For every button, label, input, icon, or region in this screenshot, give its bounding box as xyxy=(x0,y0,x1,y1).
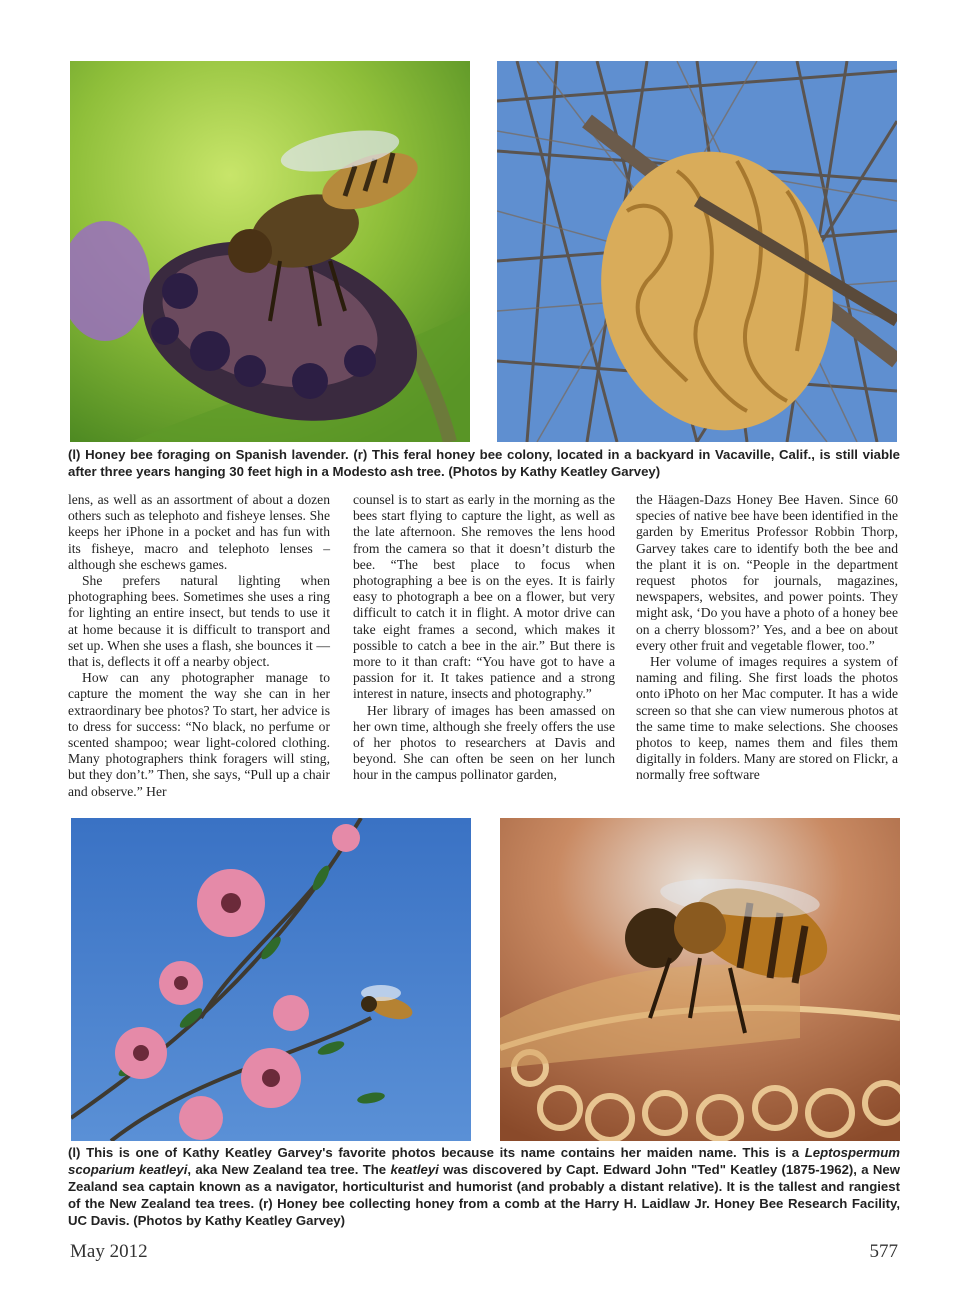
bee-lavender-illustration xyxy=(70,61,470,442)
paragraph: Her volume of images requires a system of naming and filing. She first loads the photos onto iPhoto on her Mac computer. It has a wide screen so that she can view numerous photos at the same time to make selections. She chooses photos to keep, names them and files them digitally in folders. Many are stored on Flickr, a normally free software xyxy=(636,654,898,783)
photo-bee-on-comb xyxy=(500,818,900,1141)
honeycomb-illustration xyxy=(500,818,900,1141)
paragraph: counsel is to start as early in the morning as the bees start flying to capture the light, as well as the late afternoon. She removes the lens hood from the camera so that it doesn’t disturb the bee. “The best place to focus when photographing a bee is on the eyes. It is fairly easy to photograph a bee on a flower, but very difficult to catch it in flight. A motor drive can take eight frames a second, which makes it possible to catch a bee in the air.” But there is more to it than craft: “You have got to have a passion for it. It takes patience and a strong interest in nature, insects and photography.” xyxy=(353,492,615,702)
species-name: Leptospermum scoparium keatleyi xyxy=(68,1145,900,1177)
feral-colony-illustration xyxy=(497,61,897,442)
photo-feral-colony xyxy=(497,61,897,442)
text-column-1 xyxy=(68,492,330,800)
tea-tree-illustration xyxy=(71,818,471,1141)
paragraph: How can any photographer manage to capture the moment the way she can in her extraordinary bee photos? To start, her advice is to dress for success: “No black, no perfume or scented shampoo; wear light-colored clothing. Many photographers think foragers will sting, but they don’t.” Then, she says, “Pull up a chair and observe.” Her xyxy=(68,670,330,799)
paragraph: She prefers natural lighting when photographing bees. Sometimes she uses a ring for lighting an entire insect, but tends to use it at home because it is difficult to transport and set up. When she uses a flash, she bounces it — that is, deflects it off a nearby object. xyxy=(68,573,330,670)
page-number: 577 xyxy=(869,1241,898,1262)
text-column-2 xyxy=(353,492,615,784)
photo-tea-tree-bee xyxy=(71,818,471,1141)
caption-text: (l) This is one of Kathy Keatley Garvey's favorite photos because its name contains her maiden name. This is a xyxy=(68,1145,805,1160)
caption-text: was discovered by Capt. Edward John "Ted" Keatley (1875-1962), a New Zealand sea captain known as a navigator, horticulturist and humorist (and probably a distant relative). It is the tallest and rangiest of the New Zealand tea trees. (r) Honey bee collecting honey from a comb at the Harry H. Laidlaw Jr. Honey Bee Research Facility, UC Davis. (Photos by Kathy Keatley Garvey) xyxy=(68,1162,901,1228)
paragraph: Her library of images has been amassed on her own time, although she freely offers the use of her photos to researchers at Davis and beyond. She can often be seen on her lunch hour in the campus pollinator garden, xyxy=(353,702,615,783)
species-epithet: keatleyi xyxy=(390,1162,439,1177)
issue-date: May 2012 xyxy=(70,1241,148,1262)
paragraph: lens, as well as an assortment of about a dozen others such as telephoto and fisheye lenses. She keeps her iPhone in a pocket and has fun with its fisheye, macro and telephoto lenses – although she eschews games. xyxy=(68,492,330,572)
photo-bee-on-lavender xyxy=(70,61,470,442)
caption-text: , aka New Zealand tea tree. The xyxy=(187,1162,391,1177)
bottom-photos-caption xyxy=(68,1144,900,1229)
top-photos-caption: (l) Honey bee foraging on Spanish lavender. (r) This feral honey bee colony, located in a backyard in Vacaville, Calif., is still viable after three years hanging 30 feet high in a Modesto ash tree. (Photos by Kathy Keatley Garvey) xyxy=(68,447,900,479)
paragraph: the Häagen-Dazs Honey Bee Haven. Since 60 species of native bee have been identified in the garden by Emeritus Professor Robbin Thorp, Garvey takes care to identify both the bee and the plant it is on. “People in the department request photos for journals, magazines, newspapers, websites, and power points. They might ask, ‘Do you have a photo of a honey bee on a cherry blossom?’ Yes, and a bee on about every other fruit and vegetable flower, too.” xyxy=(636,492,898,653)
text-column-3 xyxy=(636,492,898,784)
